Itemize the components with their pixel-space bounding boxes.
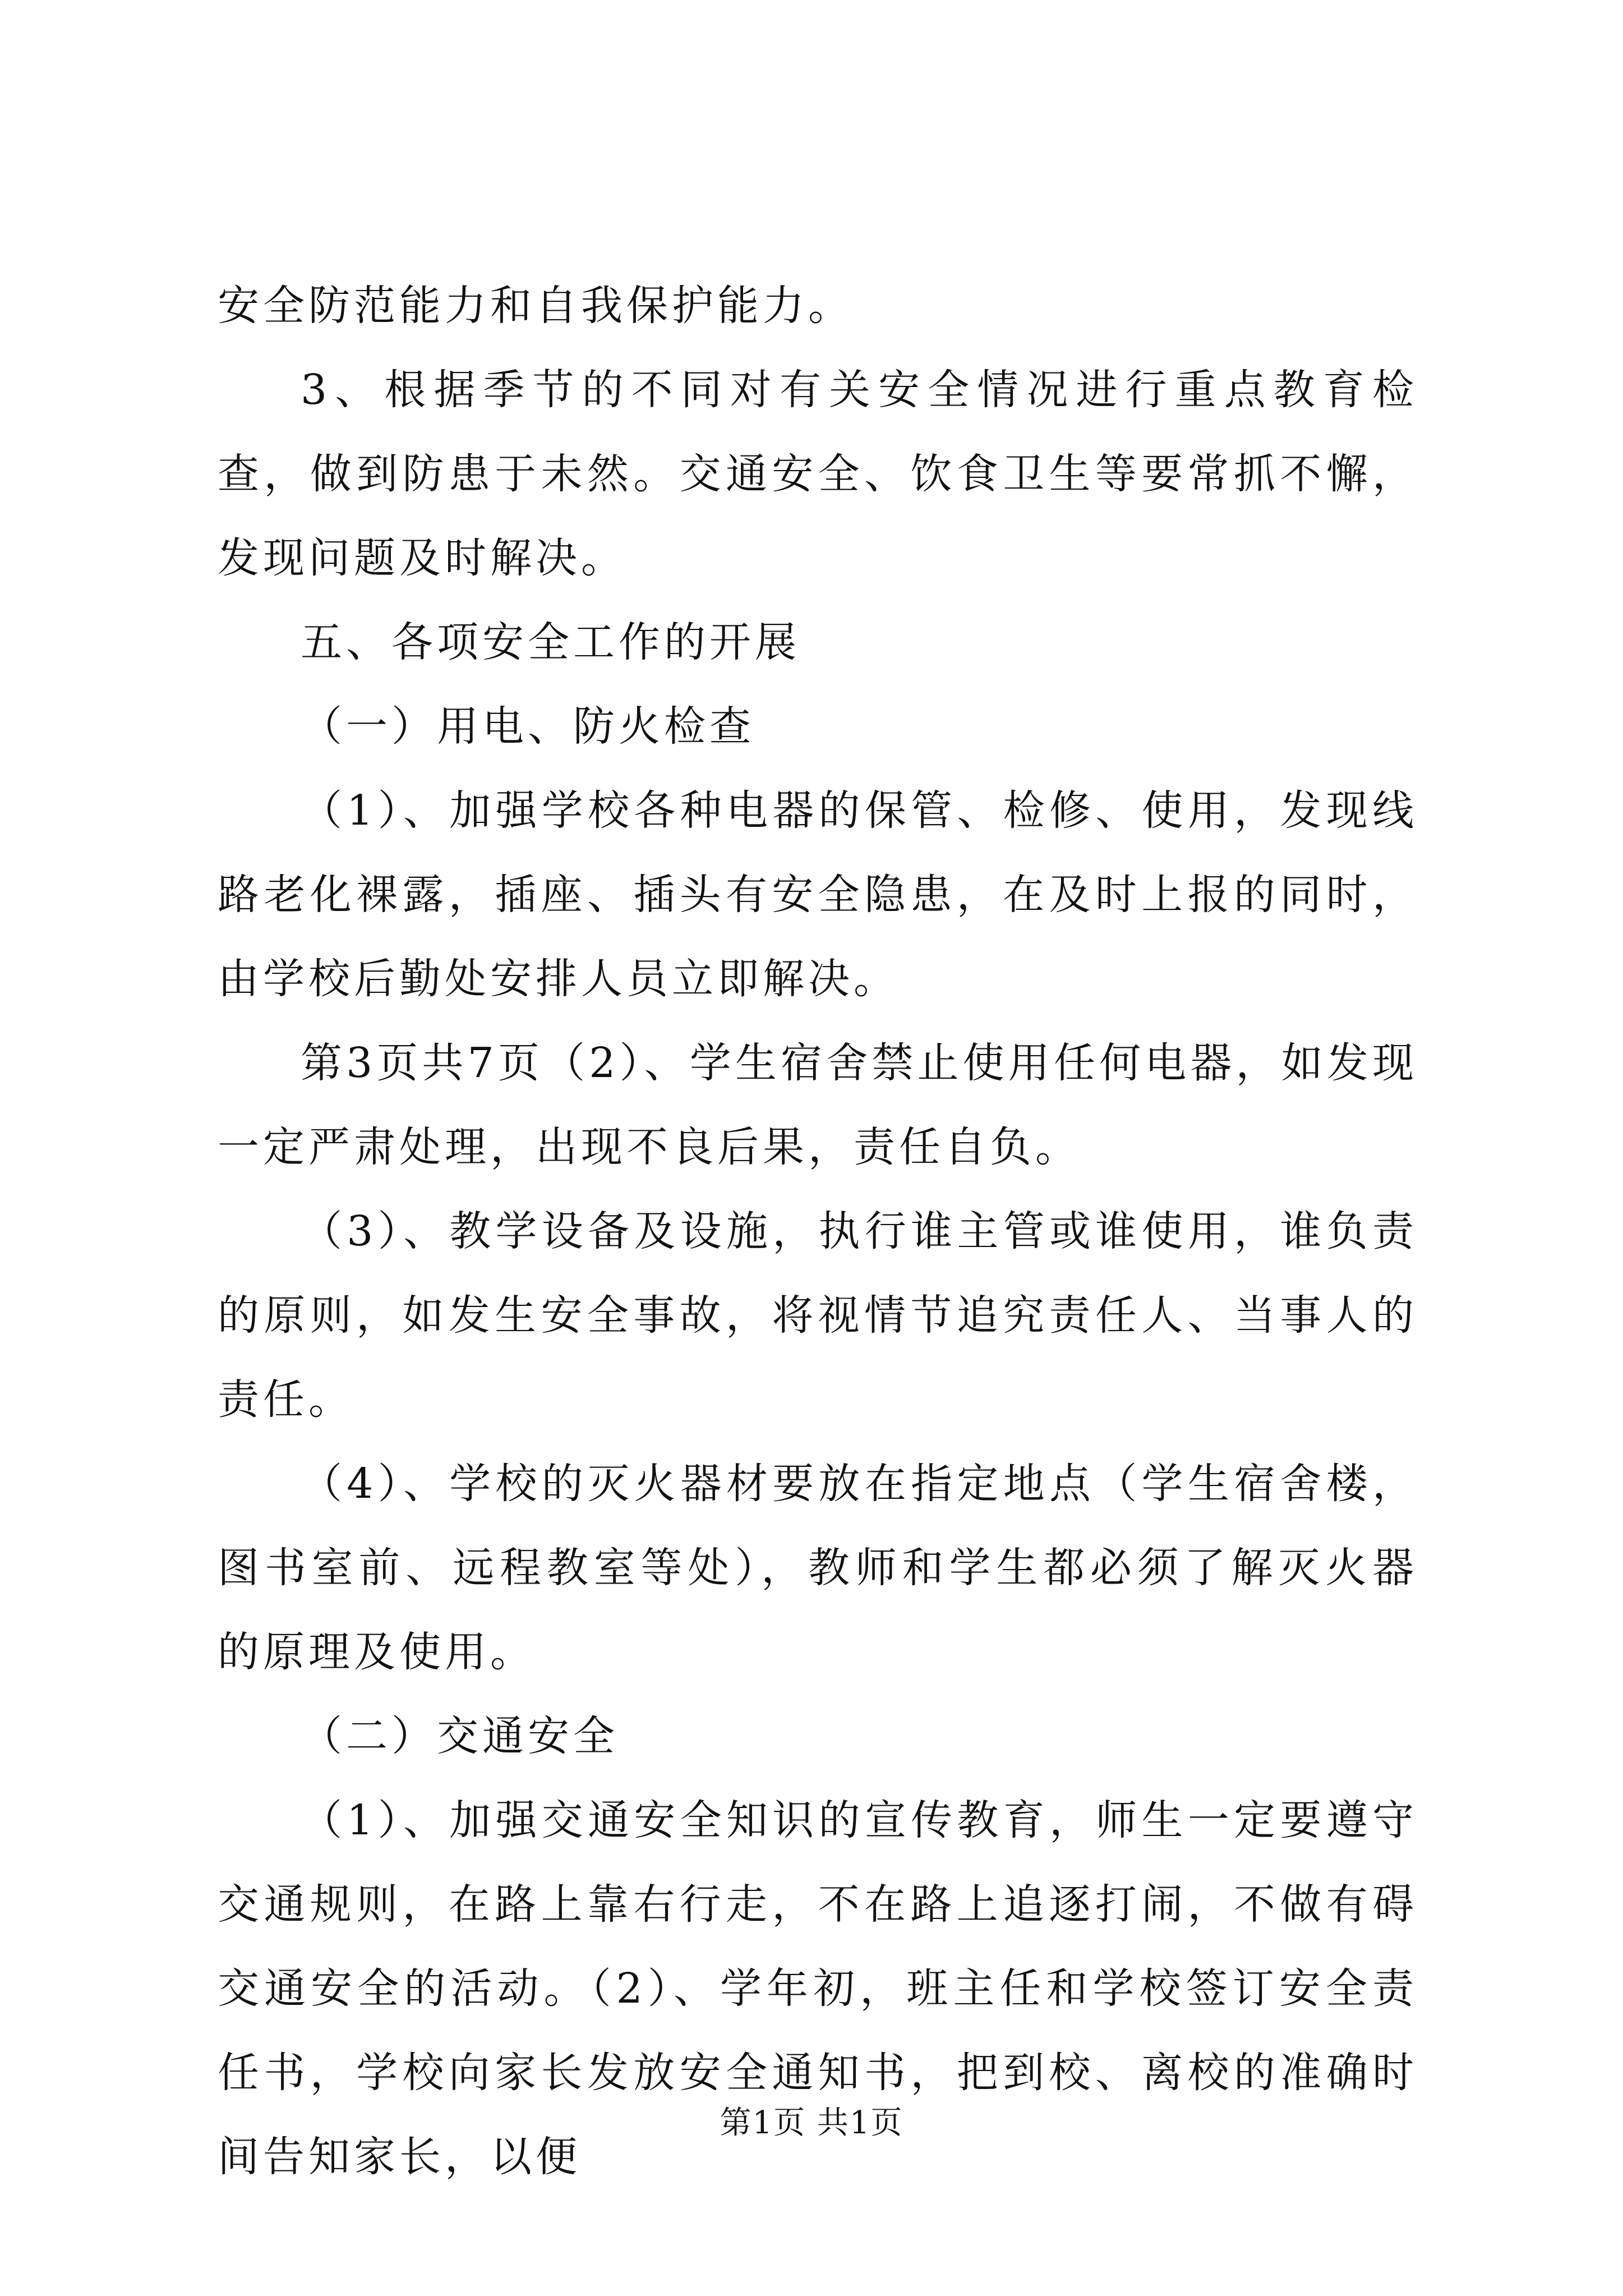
subsection-heading-2: （二）交通安全 bbox=[301, 1712, 619, 1760]
paragraph-electric-1: （1）、加强学校各种电器的保管、检修、使用，发现线路老化裸露，插座、插头有安全隐患，在及时上报的同时，由学校后勤处安排人员立即解决。 bbox=[218, 786, 1418, 1003]
section-heading-5: 五、各项安全工作的开展 bbox=[301, 618, 800, 666]
paragraph-traffic-1: （1）、加强交通安全知识的宣传教育，师生一定要遵守交通规则，在路上靠右行走，不在路上追逐打闹，不做有碍交通安全的活动。（2）、学年初，班主任和学校签订安全责任书，学校向家长发放安全通知书，把到校、离校的准确时间告知家长，以便 bbox=[218, 1796, 1418, 2181]
document-body bbox=[218, 264, 1418, 2199]
page-footer: 第1页 共1页 bbox=[720, 2105, 903, 2141]
paragraph-electric-2: 第3页共7页（2）、学生宿舍禁止使用任何电器，如发现一定严肃处理，出现不良后果，责任自负。 bbox=[218, 1039, 1418, 1171]
subsection-heading-1: （一）用电、防火检查 bbox=[301, 702, 755, 751]
paragraph-continuation: 安全防范能力和自我保护能力。 bbox=[218, 282, 854, 330]
paragraph-item-3: 3、根据季节的不同对有关安全情况进行重点教育检查，做到防患于未然。交通安全、饮食卫生等要常抓不懈，发现问题及时解决。 bbox=[218, 366, 1418, 582]
paragraph-electric-3: （3）、教学设备及设施，执行谁主管或谁使用，谁负责的原则，如发生安全事故，将视情节追究责任人、当事人的责任。 bbox=[218, 1207, 1418, 1424]
paragraph-electric-4: （4）、学校的灭火器材要放在指定地点（学生宿舍楼，图书室前、远程教室等处），教师和学生都必须了解灭火器的原理及使用。 bbox=[218, 1460, 1418, 1676]
